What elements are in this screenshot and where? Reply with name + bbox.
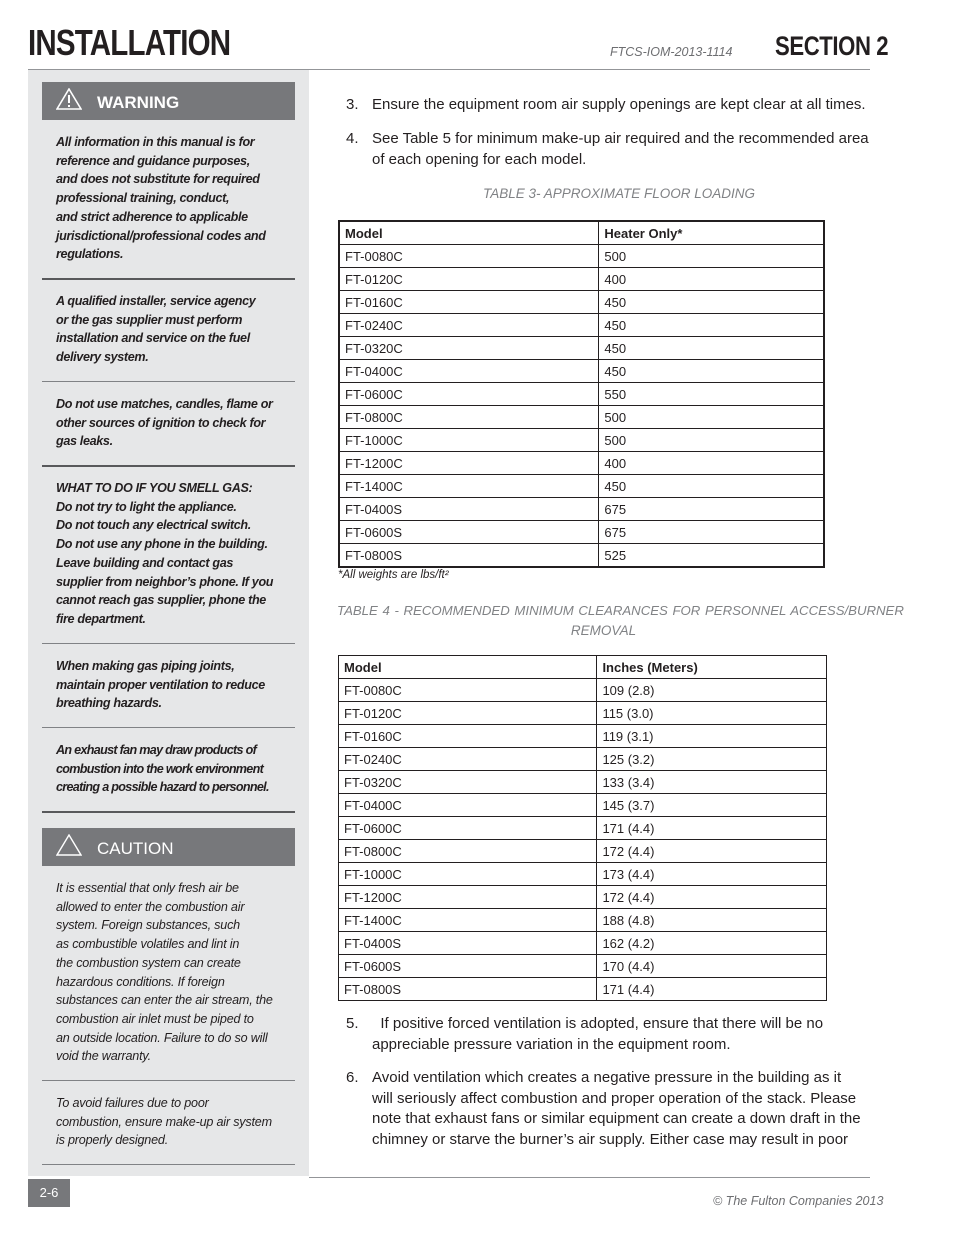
model-cell: FT-0800S: [339, 544, 599, 568]
table-row: [339, 475, 824, 498]
table-row: [339, 314, 824, 337]
caution-triangle-icon: [56, 834, 82, 856]
model-cell: FT-0600C: [339, 817, 597, 840]
document-code: FTCS-IOM-2013-1114: [610, 45, 733, 59]
value-cell: 162 (4.2): [597, 932, 827, 955]
value-cell: 171 (4.4): [597, 978, 827, 1001]
table-4-caption: TABLE 4 - RECOMMENDED MINIMUM CLEARANCES FOR PERSONNEL ACCESS/BURNER REMOVAL: [337, 603, 904, 638]
table-row: [339, 932, 827, 955]
caution-banner: [42, 828, 295, 866]
value-cell: 450: [599, 360, 824, 383]
page-number: 2-6: [28, 1179, 70, 1207]
model-cell: FT-1000C: [339, 429, 599, 452]
value-cell: 170 (4.4): [597, 955, 827, 978]
model-cell: FT-0400S: [339, 932, 597, 955]
table-row: [339, 955, 827, 978]
value-cell: 119 (3.1): [597, 725, 827, 748]
model-cell: FT-0600C: [339, 383, 599, 406]
table-row: [339, 771, 827, 794]
model-cell: FT-0400S: [339, 498, 599, 521]
warning-note: A qualified installer, service agency or the gas supplier must perform installation and service on the fuel delivery system.: [56, 294, 256, 365]
sidebar-divider: [42, 1080, 295, 1081]
table-row: [339, 679, 827, 702]
warning-label: WARNING: [97, 93, 180, 112]
model-cell: FT-1400C: [339, 909, 597, 932]
table-row: [339, 840, 827, 863]
column-header: Model: [339, 656, 597, 679]
table-row: [339, 245, 824, 268]
table-row: [339, 909, 827, 932]
value-cell: 172 (4.4): [597, 840, 827, 863]
value-cell: 450: [599, 314, 824, 337]
value-cell: 125 (3.2): [597, 748, 827, 771]
model-cell: FT-1400C: [339, 475, 599, 498]
value-cell: 450: [599, 475, 824, 498]
sidebar-divider: [42, 643, 295, 644]
table-row: [339, 291, 824, 314]
column-header: Heater Only*: [599, 221, 824, 245]
model-cell: FT-1200C: [339, 452, 599, 475]
sidebar-divider: [42, 381, 295, 382]
caution-label: CAUTION: [97, 839, 174, 858]
table-row: [339, 748, 827, 771]
warning-note: Do not use matches, candles, flame or other sources of ignition to check for gas leaks.: [56, 397, 273, 449]
value-cell: 550: [599, 383, 824, 406]
table-row: [339, 452, 824, 475]
section-title: INSTALLATION: [28, 22, 231, 63]
footer-divider: [309, 1177, 870, 1178]
value-cell: 675: [599, 521, 824, 544]
sidebar-divider: [42, 811, 295, 813]
caution-note: It is essential that only fresh air be allowed to enter the combustion air system. Foreign substances, such as combustible volatiles and lint in the combustion system can create hazardous conditions. If foreign substances can enter the air stream, the combustion air inlet must be piped to an outside location. Failure to do so will void the warranty.: [56, 881, 273, 1064]
sidebar-divider: [42, 727, 295, 728]
model-cell: FT-0600S: [339, 521, 599, 544]
value-cell: 172 (4.4): [597, 886, 827, 909]
model-cell: FT-1200C: [339, 886, 597, 909]
model-cell: FT-0800C: [339, 406, 599, 429]
table-row: [339, 863, 827, 886]
table-row: [339, 702, 827, 725]
floor-loading-table: [338, 220, 825, 568]
model-cell: FT-0120C: [339, 268, 599, 291]
model-cell: FT-0600S: [339, 955, 597, 978]
section-label: SECTION 2: [775, 31, 889, 61]
model-cell: FT-0320C: [339, 337, 599, 360]
value-cell: 173 (4.4): [597, 863, 827, 886]
warning-note: WHAT TO DO IF YOU SMELL GAS: Do not try to light the appliance. Do not touch any electrical switch. Do not use any phone in the building. Leave building and contact gas supplier from neighbor’s phone. If you cannot reach gas supplier, phone the fire department.: [56, 481, 274, 626]
table-row: [339, 978, 827, 1001]
clearance-table: [338, 655, 827, 1001]
value-cell: 675: [599, 498, 824, 521]
warning-banner: [42, 82, 295, 120]
value-cell: 109 (2.8): [597, 679, 827, 702]
table-row: [339, 360, 824, 383]
model-cell: FT-0080C: [339, 245, 599, 268]
model-cell: FT-0160C: [339, 291, 599, 314]
model-cell: FT-0080C: [339, 679, 597, 702]
warning-triangle-icon: [56, 88, 82, 110]
column-header: Inches (Meters): [597, 656, 827, 679]
sidebar-divider: [42, 465, 295, 467]
table-row: [339, 544, 824, 568]
model-cell: FT-0800S: [339, 978, 597, 1001]
table-row: [339, 406, 824, 429]
table-header-row: [339, 656, 827, 679]
warning-note: An exhaust fan may draw products of combustion into the work environment creating a possible hazard to personnel.: [56, 743, 269, 795]
table-3-caption: TABLE 3- APPROXIMATE FLOOR LOADING: [483, 186, 756, 201]
value-cell: 400: [599, 452, 824, 475]
value-cell: 133 (3.4): [597, 771, 827, 794]
model-cell: FT-0320C: [339, 771, 597, 794]
model-cell: FT-0160C: [339, 725, 597, 748]
table-row: [339, 794, 827, 817]
value-cell: 115 (3.0): [597, 702, 827, 725]
table-row: [339, 383, 824, 406]
value-cell: 500: [599, 406, 824, 429]
table-header-row: [339, 221, 824, 245]
value-cell: 500: [599, 245, 824, 268]
column-header: Model: [339, 221, 599, 245]
copyright: © The Fulton Companies 2013: [713, 1194, 884, 1208]
model-cell: FT-0240C: [339, 748, 597, 771]
value-cell: 500: [599, 429, 824, 452]
table-row: [339, 886, 827, 909]
value-cell: 525: [599, 544, 824, 568]
table-row: [339, 817, 827, 840]
sidebar-divider: [42, 278, 295, 280]
value-cell: 450: [599, 337, 824, 360]
value-cell: 188 (4.8): [597, 909, 827, 932]
model-cell: FT-0120C: [339, 702, 597, 725]
model-cell: FT-0400C: [339, 360, 599, 383]
warning-note: All information in this manual is for reference and guidance purposes, and does not substitute for required professional training, conduct, and strict adherence to applicable jurisdictional/professional codes and regulations.: [56, 135, 266, 262]
table-row: [339, 725, 827, 748]
caution-note: To avoid failures due to poor combustion, ensure make-up air system is properly designed.: [56, 1096, 272, 1148]
model-cell: FT-1000C: [339, 863, 597, 886]
model-cell: FT-0400C: [339, 794, 597, 817]
table-row: [339, 268, 824, 291]
model-cell: FT-0800C: [339, 840, 597, 863]
sidebar-divider: [42, 1164, 295, 1165]
warning-note: When making gas piping joints, maintain proper ventilation to reduce breathing hazards.: [56, 659, 265, 711]
table-row: [339, 498, 824, 521]
table-row: [339, 337, 824, 360]
table-3-footnote: *All weights are lbs/ft²: [338, 569, 449, 581]
value-cell: 450: [599, 291, 824, 314]
model-cell: FT-0240C: [339, 314, 599, 337]
value-cell: 171 (4.4): [597, 817, 827, 840]
table-row: [339, 521, 824, 544]
table-row: [339, 429, 824, 452]
value-cell: 145 (3.7): [597, 794, 827, 817]
value-cell: 400: [599, 268, 824, 291]
